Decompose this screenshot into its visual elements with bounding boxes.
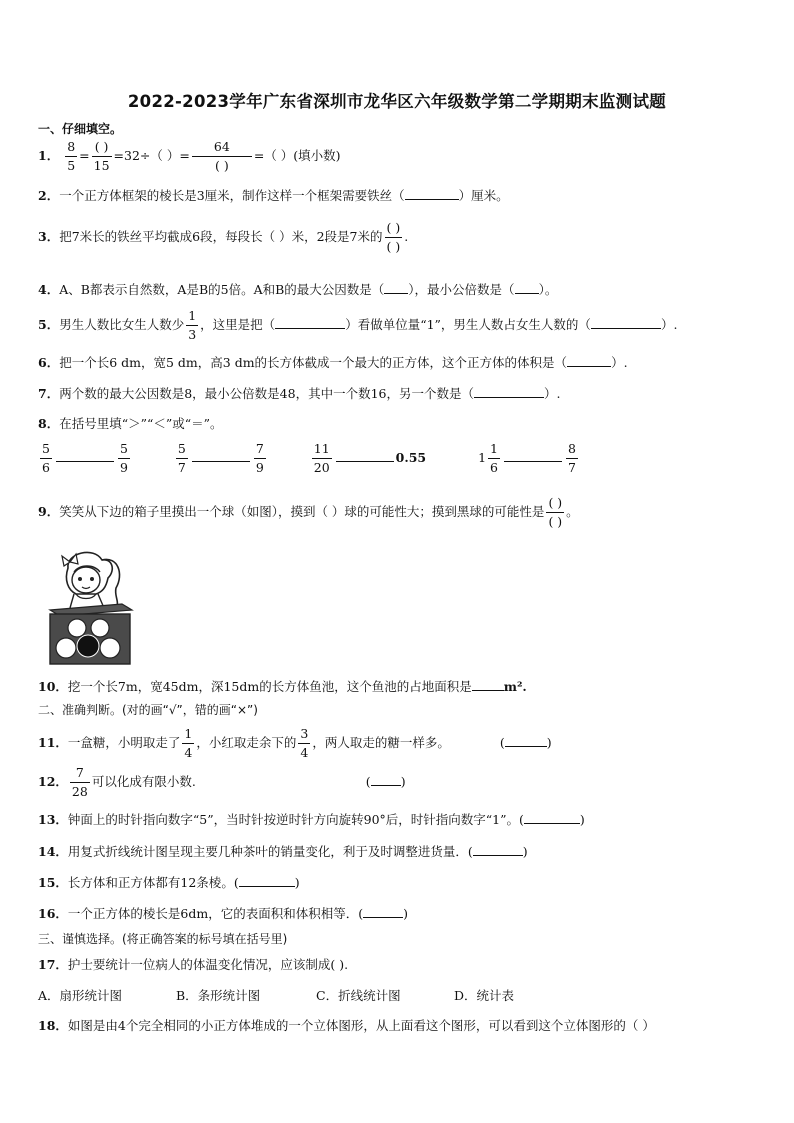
answer-blank[interactable] bbox=[472, 678, 504, 691]
option-c[interactable]: C．折线统计图 bbox=[316, 988, 401, 1003]
comparison-row: $\frac{5}{6}$ $\frac{5}{9}$ $\frac{5}{7}$ $\frac{7}{9}$ $\frac{11}{20}$ 0.55 1 $\frac{1}{6}$ $\frac{8}{7}$ bbox=[42, 441, 576, 475]
fraction: $\frac{5}{6}$ bbox=[42, 441, 50, 475]
question-number: 1． bbox=[38, 148, 60, 163]
compare-blank[interactable] bbox=[56, 449, 114, 462]
mixed-number: 1 $\frac{1}{6}$ bbox=[478, 441, 498, 475]
fraction: $\frac{5}{7}$ bbox=[177, 441, 186, 475]
fraction: $\frac{5}{9}$ bbox=[119, 441, 128, 475]
fraction-blank: $\frac{( )}{( )}$ bbox=[386, 220, 401, 254]
answer-blank[interactable] bbox=[239, 874, 295, 887]
section-3-heading: 三、谨慎选择。(将正确答案的标号填在括号里) bbox=[38, 932, 288, 946]
answer-blank[interactable] bbox=[515, 281, 539, 294]
option-d[interactable]: D．统计表 bbox=[454, 988, 515, 1003]
fraction-7-28: $\frac{7}{28}$ bbox=[71, 765, 88, 799]
option-b[interactable]: B．条形统计图 bbox=[176, 988, 261, 1003]
option-a[interactable]: A．扇形统计图 bbox=[38, 988, 123, 1003]
answer-blank[interactable] bbox=[371, 773, 401, 786]
question-1: 1． $\frac{8}{5}$ = $\frac{( )}{15}$ =32÷（ ）= $\frac{64}{( )}$ =（ ）(填小数) bbox=[38, 139, 341, 173]
question-10: 10．挖一个长7m，宽45dm，深15dm的长方体鱼池，这个鱼池的占地面积是 m². bbox=[38, 679, 527, 694]
question-17-options bbox=[38, 988, 514, 1004]
fraction: $\frac{8}{7}$ bbox=[567, 441, 576, 475]
fraction-1-4: $\frac{1}{4}$ bbox=[184, 726, 193, 760]
question-17: 17．护士要统计一位病人的体温变化情况，应该制成( ). bbox=[38, 957, 349, 972]
section-1-heading: 一、仔细填空。 bbox=[38, 122, 123, 136]
fraction-8-5: $\frac{8}{5}$ bbox=[67, 139, 76, 173]
answer-blank[interactable] bbox=[384, 281, 408, 294]
answer-blank[interactable] bbox=[405, 187, 459, 200]
compare-blank[interactable] bbox=[504, 449, 562, 462]
answer-blank[interactable] bbox=[591, 316, 661, 329]
fraction-3-4: $\frac{3}{4}$ bbox=[300, 726, 309, 760]
question-16: 16．一个正方体的棱长是6dm，它的表面积和体积相等．( ) bbox=[38, 906, 408, 921]
compare-blank[interactable] bbox=[192, 449, 250, 462]
section-2-heading: 二、准确判断。(对的画“√”，错的画“×”) bbox=[38, 703, 258, 717]
fraction-64-blank: $\frac{64}{( )}$ bbox=[192, 139, 252, 174]
answer-blank[interactable] bbox=[505, 734, 547, 747]
question-11: 11．一盒糖，小明取走了 $\frac{1}{4}$ ，小红取走余下的 $\frac{3}{4}$ ，两人取走的糖一样多。 ( ) bbox=[38, 726, 552, 760]
fraction-blank-15: $\frac{( )}{15}$ bbox=[93, 139, 110, 173]
question-13: 13．钟面上的时针指向数字“5”，当时针按逆时针方向旋转90°后，时针指向数字“1”。( ) bbox=[38, 812, 585, 827]
answer-blank[interactable] bbox=[524, 811, 580, 824]
answer-blank[interactable] bbox=[474, 385, 544, 398]
exam-title: 2022-2023学年广东省深圳市龙华区六年级数学第二学期期末监测试题 bbox=[127, 92, 667, 111]
question-6: 6．把一个长6 dm，宽5 dm，高3 dm的长方体截成一个最大的正方体，这个正方体的体积是（ ）. bbox=[38, 355, 628, 370]
fraction-blank: $\frac{( )}{( )}$ bbox=[548, 495, 563, 529]
answer-blank[interactable] bbox=[567, 354, 611, 367]
question-4: 4．A、B都表示自然数，A是B的5倍。A和B的最大公因数是（ ），最小公倍数是（ ）。 bbox=[38, 282, 558, 297]
question-2: 2．一个正方体框架的棱长是3厘米，制作这样一个框架需要铁丝（ ）厘米。 bbox=[38, 188, 509, 203]
question-3: 3．把7米长的铁丝平均截成6段，每段长（ ）米，2段是7米的 $\frac{( )}{( )}$ . bbox=[38, 220, 409, 254]
fraction-1-3: $\frac{1}{3}$ bbox=[188, 308, 197, 342]
question-15: 15．长方体和正方体都有12条棱。( ) bbox=[38, 875, 300, 890]
girl-with-ball-box-illustration bbox=[46, 548, 136, 668]
question-7: 7．两个数的最大公因数是8，最小公倍数是48，其中一个数16，另一个数是（ ）. bbox=[38, 386, 561, 401]
fraction: $\frac{11}{20}$ bbox=[313, 441, 330, 475]
question-5: 5．男生人数比女生人数少 $\frac{1}{3}$ ，这里是把（ ）看做单位量“1”，男生人数占女生人数的（ ）. bbox=[38, 308, 678, 342]
question-18: 18．如图是由4个完全相同的小正方体堆成的一个立体图形，从上面看这个图形，可以看到这个立体图形的（ ） bbox=[38, 1018, 655, 1033]
question-9: 9．笑笑从下边的箱子里摸出一个球（如图），摸到（ ）球的可能性大；摸到黑球的可能性是 $\frac{( )}{( )}$ 。 bbox=[38, 495, 579, 529]
compare-blank[interactable] bbox=[336, 449, 394, 462]
question-8: 8．在括号里填“＞”“＜”或“＝”。 bbox=[38, 416, 223, 431]
answer-blank[interactable] bbox=[275, 316, 345, 329]
answer-blank[interactable] bbox=[363, 905, 403, 918]
question-12: 12． $\frac{7}{28}$ 可以化成有限小数. ( ) bbox=[38, 765, 406, 799]
answer-blank[interactable] bbox=[473, 843, 523, 856]
fraction: $\frac{7}{9}$ bbox=[255, 441, 264, 475]
question-14: 14．用复式折线统计图呈现主要几种茶叶的销量变化，利于及时调整进货量．( ) bbox=[38, 844, 528, 859]
